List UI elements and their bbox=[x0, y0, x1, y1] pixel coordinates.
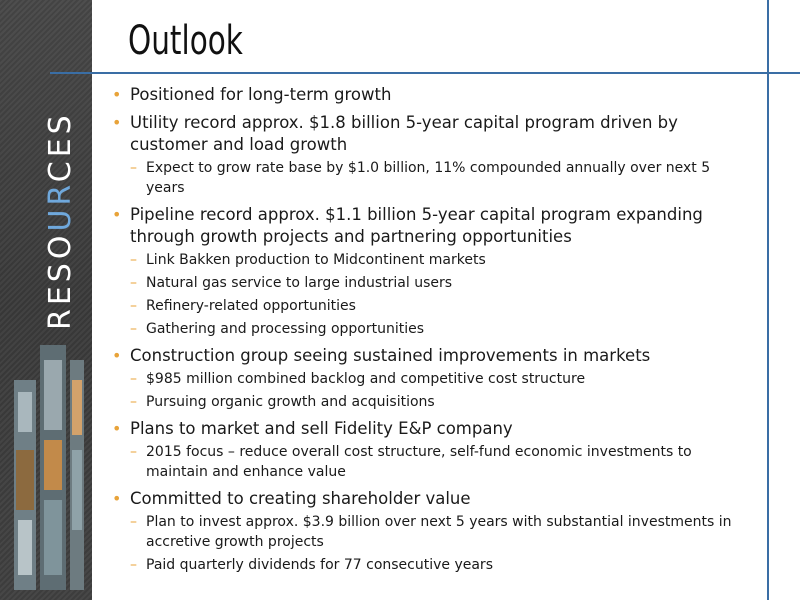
bullet-text: Committed to creating shareholder value bbox=[130, 489, 471, 508]
sub-bullet-text: Link Bakken production to Midcontinent markets bbox=[146, 252, 486, 268]
dash-icon: – bbox=[130, 252, 137, 268]
bullet-dot-icon: • bbox=[112, 113, 122, 132]
title-underline-rule bbox=[50, 72, 800, 74]
bullet-dot-icon: • bbox=[112, 419, 122, 438]
slide-content bbox=[112, 84, 752, 575]
dash-icon: – bbox=[130, 275, 137, 291]
dash-icon: – bbox=[130, 394, 137, 410]
bullet-item bbox=[112, 488, 752, 575]
bullet-dot-icon: • bbox=[112, 85, 122, 104]
sub-bullet-list bbox=[130, 250, 752, 339]
sub-bullet-list bbox=[130, 369, 752, 412]
sub-bullet-text: Refinery-related opportunities bbox=[146, 298, 356, 314]
bullet-text: Construction group seeing sustained improvements in markets bbox=[130, 346, 651, 365]
bullet-list bbox=[112, 84, 752, 575]
vertical-rule bbox=[767, 0, 769, 600]
dash-icon: – bbox=[130, 321, 137, 337]
dash-icon: – bbox=[130, 557, 137, 573]
sub-bullet-item bbox=[130, 392, 752, 412]
sub-bullet-item bbox=[130, 555, 752, 575]
page-title: Outlook bbox=[128, 18, 243, 64]
bullet-dot-icon: • bbox=[112, 346, 122, 365]
bullet-text: Pipeline record approx. $1.1 billion 5-year capital program expanding through growth projects and partnering opportunities bbox=[130, 205, 703, 246]
bullet-dot-icon: • bbox=[112, 489, 122, 508]
bullet-item bbox=[112, 345, 752, 412]
sub-bullet-item bbox=[130, 273, 752, 293]
sub-bullet-text: Paid quarterly dividends for 77 consecutive years bbox=[146, 557, 493, 573]
bullet-item bbox=[112, 84, 752, 106]
dash-icon: – bbox=[130, 160, 137, 176]
logo-block-letters bbox=[14, 345, 84, 590]
sub-bullet-item bbox=[130, 369, 752, 389]
sub-bullet-text: Gathering and processing opportunities bbox=[146, 321, 425, 337]
sub-bullet-list bbox=[130, 512, 752, 575]
bullet-text: Positioned for long-term growth bbox=[130, 85, 392, 104]
sub-bullet-list bbox=[130, 442, 752, 482]
sidebar-brand-strip bbox=[0, 0, 92, 600]
sub-bullet-text: $985 million combined backlog and competitive cost structure bbox=[146, 371, 586, 387]
bullet-text: Plans to market and sell Fidelity E&P company bbox=[130, 419, 513, 438]
sub-bullet-text: Plan to invest approx. $3.9 billion over next 5 years with substantial investments in accretive growth projects bbox=[146, 514, 732, 550]
company-logo bbox=[0, 0, 92, 600]
sub-bullet-list bbox=[130, 158, 752, 198]
bullet-item bbox=[112, 112, 752, 198]
sub-bullet-text: 2015 focus – reduce overall cost structure, self-fund economic investments to maintain and enhance value bbox=[146, 444, 692, 480]
sub-bullet-item bbox=[130, 296, 752, 316]
dash-icon: – bbox=[130, 371, 137, 387]
dash-icon: – bbox=[130, 514, 137, 530]
sub-bullet-item bbox=[130, 442, 752, 482]
sub-bullet-item bbox=[130, 512, 752, 552]
logo-wordmark bbox=[43, 111, 78, 330]
dash-icon: – bbox=[130, 444, 137, 460]
sub-bullet-item bbox=[130, 158, 752, 198]
bullet-item bbox=[112, 418, 752, 482]
bullet-dot-icon: • bbox=[112, 205, 122, 224]
bullet-item bbox=[112, 204, 752, 339]
sub-bullet-text: Expect to grow rate base by $1.0 billion, 11% compounded annually over next 5 years bbox=[146, 160, 711, 196]
sub-bullet-text: Natural gas service to large industrial users bbox=[146, 275, 453, 291]
sub-bullet-text: Pursuing organic growth and acquisitions bbox=[146, 394, 435, 410]
bullet-text: Utility record approx. $1.8 billion 5-year capital program driven by customer and load growth bbox=[130, 113, 678, 154]
sub-bullet-item bbox=[130, 319, 752, 339]
svg-text:RESOURCES: RESOURCES bbox=[43, 111, 78, 330]
sub-bullet-item bbox=[130, 250, 752, 270]
dash-icon: – bbox=[130, 298, 137, 314]
